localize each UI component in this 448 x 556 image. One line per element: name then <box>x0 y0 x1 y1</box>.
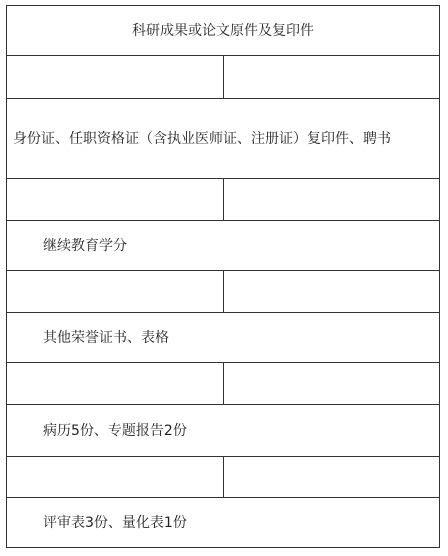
table-cell-empty <box>223 363 440 405</box>
table-cell-title: 科研成果或论文原件及复印件 <box>7 6 440 56</box>
table-cell-text: 继续教育学分 <box>7 221 440 271</box>
requirements-table <box>6 5 440 548</box>
table-cell-text: 评审表3份、量化表1份 <box>7 498 440 548</box>
table-cell-text: 其他荣誉证书、表格 <box>7 313 440 363</box>
table-cell-empty <box>7 457 224 498</box>
table-cell-empty <box>7 56 224 99</box>
table-row <box>7 271 440 313</box>
table-row <box>7 498 440 548</box>
table-row <box>7 99 440 179</box>
table-cell-empty <box>223 179 440 221</box>
table-row <box>7 6 440 56</box>
table-row <box>7 363 440 405</box>
table-cell-empty <box>7 271 224 313</box>
table-cell-empty <box>223 271 440 313</box>
table-row <box>7 56 440 99</box>
table-row <box>7 221 440 271</box>
table-row <box>7 313 440 363</box>
table-row <box>7 405 440 457</box>
table-cell-text: 病历5份、专题报告2份 <box>7 405 440 457</box>
table-cell-empty <box>7 363 224 405</box>
table-cell-text: 身份证、任职资格证（含执业医师证、注册证）复印件、聘书 <box>7 99 440 179</box>
table-cell-empty <box>7 179 224 221</box>
table-row <box>7 457 440 498</box>
table-cell-empty <box>223 457 440 498</box>
table-row <box>7 179 440 221</box>
table-cell-empty <box>223 56 440 99</box>
